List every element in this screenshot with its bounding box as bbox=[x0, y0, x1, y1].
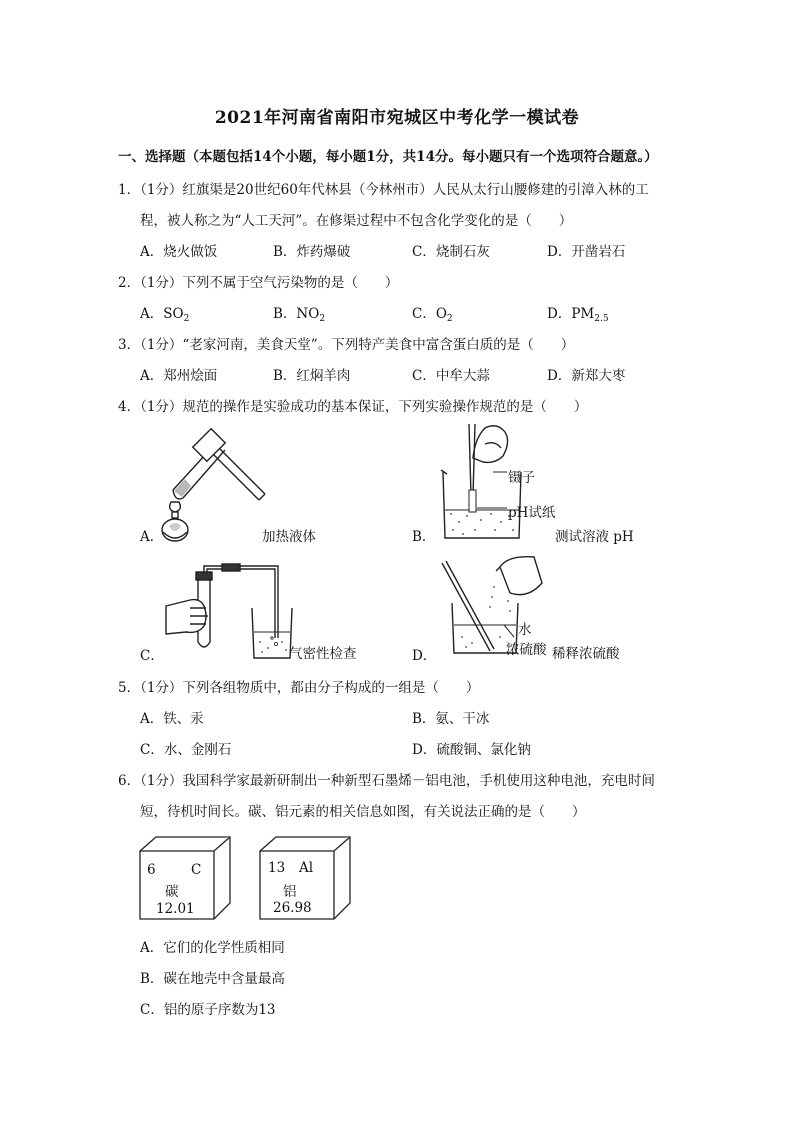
q4-option-b-letter[interactable]: B． bbox=[412, 529, 436, 545]
question-1-line-1: 1．（1分）红旗渠是20世纪60年代林县（今林州市）人民从太行山腰修建的引漳入林的工 bbox=[118, 182, 649, 198]
q4-option-d-letter[interactable]: D． bbox=[412, 648, 437, 664]
q3-option-a[interactable]: A．郑州烩面 bbox=[140, 368, 218, 384]
q6-option-b[interactable]: B．碳在地壳中含量最高 bbox=[140, 971, 285, 987]
q4-option-c-letter[interactable]: C． bbox=[140, 648, 164, 664]
exam-title: 2021年河南省南阳市宛城区中考化学一模试卷 bbox=[214, 108, 580, 128]
q3-option-d[interactable]: D．新郑大枣 bbox=[547, 368, 626, 384]
question-6-line-2: 短，待机时间长。碳、铝元素的相关信息如图，有关说法正确的是（ ） bbox=[140, 804, 586, 820]
aluminum-mass: 26.98 bbox=[273, 900, 312, 916]
section-heading: 一、选择题（本题包括14个小题，每小题1分，共14分。每小题只有一个选项符合题意。） bbox=[118, 149, 658, 165]
carbon-number: 6 bbox=[147, 862, 156, 878]
q4-option-c-caption: 气密性检查 bbox=[289, 646, 357, 662]
q2-option-b[interactable]: B．$NO_2$ bbox=[273, 306, 326, 324]
water-label: 水 bbox=[518, 622, 532, 638]
question-1-line-2: 程，被人称之为“人工天河”。在修渠过程中不包含化学变化的是（ ） bbox=[140, 213, 573, 229]
question-5-line-1: 5．（1分）下列各组物质中，都由分子构成的一组是（ ） bbox=[118, 680, 480, 696]
aluminum-number: 13 bbox=[268, 860, 286, 876]
aluminum-name: 铝 bbox=[283, 884, 297, 900]
q5-option-a[interactable]: A．铁、汞 bbox=[140, 711, 204, 727]
q1-option-a[interactable]: A．烧火做饭 bbox=[140, 244, 218, 260]
carbon-name: 碳 bbox=[165, 884, 179, 900]
q4-option-a-letter[interactable]: A． bbox=[140, 529, 164, 545]
question-6-line-1: 6．（1分）我国科学家最新研制出一种新型石墨烯－铝电池，手机使用这种电池，充电时间 bbox=[118, 773, 655, 789]
q2-option-c[interactable]: C．$O_2$ bbox=[412, 306, 453, 324]
q4-option-b-caption: 测试溶液 pH bbox=[555, 529, 634, 545]
q3-option-b[interactable]: B．红焖羊肉 bbox=[273, 368, 351, 384]
tweezers-label: 镊子 bbox=[508, 470, 535, 486]
carbon-mass: 12.01 bbox=[156, 901, 195, 917]
q2-option-a[interactable]: A．$SO_2$ bbox=[140, 306, 190, 324]
q1-option-b[interactable]: B．炸药爆破 bbox=[273, 244, 351, 260]
q6-option-c[interactable]: C．铝的原子序数为13 bbox=[140, 1002, 276, 1018]
ph-paper-label: pH试纸 bbox=[508, 505, 556, 521]
q1-option-d[interactable]: D．开凿岩石 bbox=[547, 244, 626, 260]
question-3-line-1: 3．（1分）“老家河南，美食天堂”。下列特产美食中富含蛋白质的是（ ） bbox=[118, 337, 575, 353]
q4-option-a-caption: 加热液体 bbox=[262, 529, 316, 545]
airtightness-check-figure bbox=[160, 562, 295, 662]
q6-option-a[interactable]: A．它们的化学性质相同 bbox=[140, 940, 285, 956]
q3-option-c[interactable]: C．中牟大蒜 bbox=[412, 368, 490, 384]
concentrated-acid-label: 浓硫酸 bbox=[506, 642, 547, 658]
carbon-symbol: C bbox=[191, 862, 202, 878]
q1-option-c[interactable]: C．烧制石灰 bbox=[412, 244, 490, 260]
q5-option-b[interactable]: B．氨、干冰 bbox=[412, 711, 490, 727]
question-2-line-1: 2．（1分）下列不属于空气污染物的是（ ） bbox=[118, 275, 399, 291]
question-4-line-1: 4．（1分）规范的操作是实验成功的基本保证，下列实验操作规范的是（ ） bbox=[118, 399, 588, 415]
aluminum-symbol: Al bbox=[299, 860, 314, 876]
q2-option-d[interactable]: D．$PM_{2.5}$ bbox=[547, 306, 609, 324]
q5-option-d[interactable]: D．硫酸铜、氯化钠 bbox=[412, 742, 531, 758]
q5-option-c[interactable]: C．水、金刚石 bbox=[140, 742, 232, 758]
heating-liquid-figure bbox=[155, 420, 275, 545]
q4-option-d-caption: 稀释浓硫酸 bbox=[552, 646, 620, 662]
